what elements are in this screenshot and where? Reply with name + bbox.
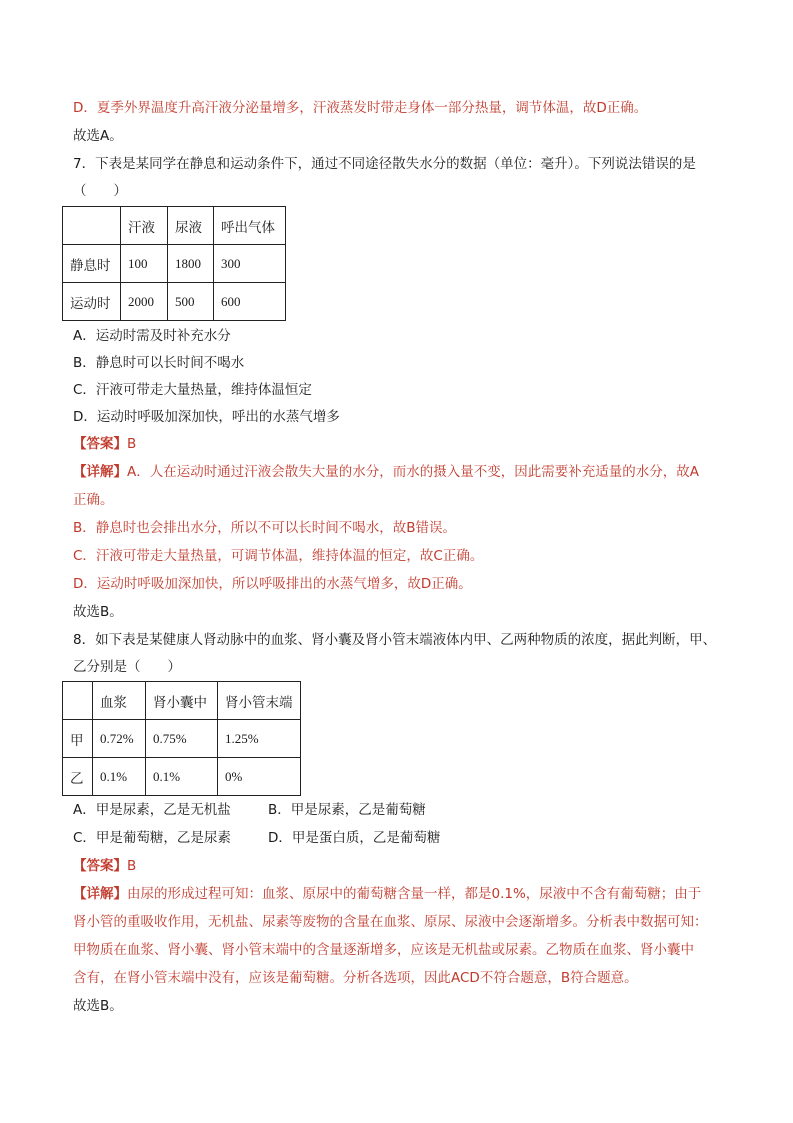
- table-row-label: 静息时: [63, 245, 121, 283]
- table-row: [63, 720, 301, 758]
- q7-option-a: A．运动时需及时补充水分: [73, 328, 231, 344]
- table-cell: 0.1%: [93, 758, 146, 796]
- detail-text: A．人在运动时通过汗液会散失大量的水分，而水的摄入量不变，因此需要补充适量的水分，故A: [127, 464, 699, 480]
- q7-detail-line2: 正确。: [73, 492, 114, 508]
- q7-detail-line4: C．汗液可带走大量热量，可调节体温，维持体温的恒定，故C正确。: [73, 548, 484, 564]
- q7-option-d: D．运动时呼吸加深加快，呼出的水蒸气增多: [73, 409, 340, 425]
- q7-data-table: [62, 206, 286, 321]
- table-header-cell: 呼出气体: [214, 207, 286, 245]
- table-cell: 600: [214, 283, 286, 321]
- table-header-cell: [63, 207, 121, 245]
- q8-option-c: C．甲是葡萄糖，乙是尿素: [73, 830, 231, 846]
- q8-detail-line3: 甲物质在血浆、肾小囊、肾小管末端中的含量逐渐增多，应该是无机盐或尿素。乙物质在血浆、肾小囊中: [73, 942, 694, 958]
- table-cell: 1.25%: [218, 720, 301, 758]
- q7-detail-line5: D．运动时呼吸加深加快，所以呼吸排出的水蒸气增多，故D正确。: [73, 576, 472, 592]
- q8-answer: [73, 856, 136, 876]
- q7-answer: [73, 434, 136, 454]
- answer-value: B: [127, 436, 137, 452]
- table-header-cell: 尿液: [168, 207, 214, 245]
- q8-conclusion: 故选B。: [73, 998, 123, 1014]
- q8-option-d: D．甲是蛋白质，乙是葡萄糖: [268, 830, 441, 846]
- table-row: [63, 207, 286, 245]
- q8-detail-line1: [73, 884, 701, 904]
- table-cell: 0%: [218, 758, 301, 796]
- q8-data-table: [62, 681, 301, 796]
- q7-option-b: B．静息时可以长时间不喝水: [73, 355, 245, 371]
- q8-option-a: A．甲是尿素，乙是无机盐: [73, 802, 231, 818]
- table-header-cell: [63, 682, 93, 720]
- q7-detail-line1: [73, 462, 699, 482]
- q8-detail-line4: 含有，在肾小管末端中没有，应该是葡萄糖。分析各选项，因此ACD不符合题意，B符合题意。: [73, 970, 638, 986]
- table-header-cell: 肾小管末端: [218, 682, 301, 720]
- q8-option-b: B．甲是尿素，乙是葡萄糖: [268, 802, 426, 818]
- table-cell: 300: [214, 245, 286, 283]
- prev-conclusion: 故选A。: [73, 128, 123, 144]
- q8-detail-line2: 肾小管的重吸收作用，无机盐、尿素等废物的含量在血浆、原尿、尿液中会逐渐增多。分析表中数据可知：: [73, 914, 708, 930]
- q7-conclusion: 故选B。: [73, 604, 123, 620]
- q8-stem-line2: 乙分别是（ ）: [73, 659, 181, 675]
- detail-text: 由尿的形成过程可知：血浆、原尿中的葡萄糖含量一样，都是0.1%，尿液中不含有葡萄糖；由于: [127, 886, 702, 902]
- table-cell: 0.1%: [146, 758, 218, 796]
- table-row: [63, 245, 286, 283]
- table-cell: 1800: [168, 245, 214, 283]
- prev-option-d-explanation: D．夏季外界温度升高汗液分泌量增多，汗液蒸发时带走身体一部分热量，调节体温，故D正确。: [73, 100, 648, 116]
- q7-option-c: C．汗液可带走大量热量，维持体温恒定: [73, 382, 312, 398]
- answer-value: B: [127, 858, 137, 874]
- q7-stem-line1: 7．下表是某同学在静息和运动条件下，通过不同途径散失水分的数据（单位：毫升）。下列说法错误的是: [73, 156, 696, 172]
- answer-tag: 【答案】: [73, 858, 127, 874]
- detail-tag: 【详解】: [73, 464, 127, 480]
- table-row-label: 乙: [63, 758, 93, 796]
- table-cell: 2000: [121, 283, 168, 321]
- table-header-cell: 血浆: [93, 682, 146, 720]
- q7-detail-line3: B．静息时也会排出水分，所以不可以长时间不喝水，故B错误。: [73, 520, 457, 536]
- table-row: [63, 283, 286, 321]
- table-row: [63, 682, 301, 720]
- answer-tag: 【答案】: [73, 436, 127, 452]
- table-row-label: 甲: [63, 720, 93, 758]
- table-row-label: 运动时: [63, 283, 121, 321]
- table-cell: 0.75%: [146, 720, 218, 758]
- table-header-cell: 汗液: [121, 207, 168, 245]
- table-cell: 500: [168, 283, 214, 321]
- table-header-cell: 肾小囊中: [146, 682, 218, 720]
- table-cell: 0.72%: [93, 720, 146, 758]
- table-row: [63, 758, 301, 796]
- q7-stem-line2: （ ）: [73, 183, 127, 199]
- detail-tag: 【详解】: [73, 886, 127, 902]
- table-cell: 100: [121, 245, 168, 283]
- q8-stem-line1: 8．如下表是某健康人肾动脉中的血浆、肾小囊及肾小管末端液体内甲、乙两种物质的浓度，据此判断，甲、: [73, 632, 717, 648]
